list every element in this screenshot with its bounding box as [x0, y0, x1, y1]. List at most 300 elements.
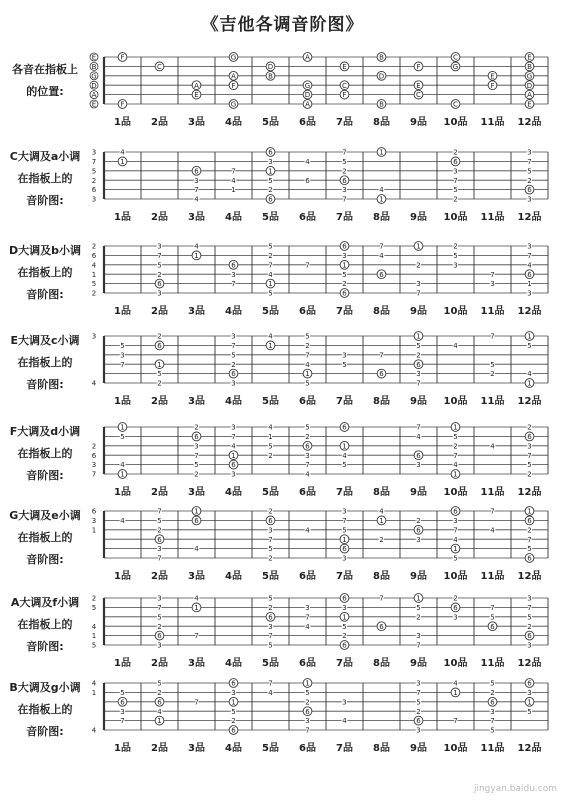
- open-string-note: G: [91, 72, 97, 81]
- scale-note: 1: [157, 717, 162, 726]
- scale-note: 7: [490, 270, 495, 279]
- scale-note: 1: [231, 451, 236, 460]
- open-string-note: 1: [91, 632, 97, 641]
- fret-number-label: 7品: [336, 396, 353, 407]
- scale-note: 6: [490, 622, 495, 631]
- scale-note: 4: [268, 423, 273, 432]
- scale-note: 7: [268, 632, 273, 641]
- scale-note: 5: [157, 370, 162, 379]
- scale-note: 3: [231, 689, 236, 697]
- scale-note: 6: [379, 622, 384, 631]
- fret-number-label: 5品: [262, 117, 279, 128]
- scale-note: 5: [527, 342, 532, 350]
- scale-note: 1: [416, 332, 421, 341]
- fret-number-label: 8品: [373, 487, 390, 498]
- fret-number-label: 8品: [373, 212, 390, 223]
- scale-note: 3: [231, 423, 236, 432]
- scale-note: 7: [120, 717, 125, 726]
- fret-number-label: 6品: [299, 571, 316, 582]
- scale-note: 4: [305, 622, 310, 631]
- scale-note: 7: [194, 451, 199, 460]
- scale-note: 7: [157, 604, 162, 612]
- fret-number-label: 5品: [262, 487, 279, 498]
- scale-note: 6: [194, 433, 199, 441]
- row-label-line: 音阶图:: [26, 640, 64, 653]
- scale-note: 6: [194, 517, 199, 525]
- scale-note: 1: [194, 252, 199, 260]
- row-label-line: G大调及e小调: [9, 509, 81, 522]
- scale-note: 5: [305, 379, 310, 388]
- scale-note: 1: [527, 332, 532, 341]
- fret-number-label: 11品: [480, 743, 505, 754]
- scale-note: 7: [490, 604, 495, 612]
- fret-number-label: 2品: [151, 658, 168, 669]
- row-label-line: D大调及b小调: [8, 244, 81, 257]
- scale-note: 3: [527, 289, 532, 298]
- scale-note: E: [527, 53, 532, 62]
- open-string-note: 2: [91, 442, 97, 451]
- scale-note: 2: [268, 604, 273, 612]
- scale-note: 3: [268, 526, 273, 535]
- open-string-note: 2: [91, 594, 97, 603]
- scale-note: 2: [416, 517, 421, 525]
- scale-note: 2: [416, 351, 421, 360]
- scale-note: 5: [268, 176, 273, 185]
- open-string-note: 7: [91, 470, 97, 479]
- scale-note: C: [157, 63, 162, 71]
- fret-number-label: 9品: [410, 487, 427, 498]
- scale-note: 6: [416, 717, 421, 726]
- scale-note: 3: [453, 517, 458, 525]
- scale-note: 4: [342, 717, 347, 726]
- scale-note: C: [453, 53, 458, 62]
- scale-note: 6: [527, 270, 532, 279]
- scale-note: 4: [120, 517, 125, 525]
- scale-note: 3: [268, 622, 273, 631]
- scale-note: 6: [342, 289, 347, 298]
- scale-note: 6: [231, 679, 236, 688]
- fret-number-label: 8品: [373, 571, 390, 582]
- scale-note: 5: [416, 698, 421, 707]
- scale-note: 3: [342, 507, 347, 516]
- scale-note: 5: [342, 461, 347, 470]
- scale-note: 5: [527, 545, 532, 554]
- scale-note: 7: [453, 526, 458, 535]
- fret-number-label: 12品: [517, 743, 542, 754]
- scale-note: 4: [157, 707, 162, 716]
- row-label-line: 在指板上的: [17, 266, 73, 279]
- open-string-note: 3: [91, 195, 97, 204]
- scale-note: 2: [231, 717, 236, 726]
- scale-note: 1: [527, 280, 532, 289]
- scale-note: 6: [268, 148, 273, 157]
- scale-note: 5: [305, 332, 310, 341]
- fret-number-label: 3品: [188, 658, 205, 669]
- fret-number-label: 10品: [443, 743, 468, 754]
- fret-number-label: 6品: [299, 306, 316, 317]
- scale-note: 5: [453, 554, 458, 563]
- scale-note: 7: [157, 554, 162, 563]
- scale-note: 7: [231, 167, 236, 176]
- scale-note: 6: [342, 423, 347, 432]
- fret-number-label: 9品: [410, 396, 427, 407]
- scale-note: 2: [157, 622, 162, 631]
- fret-number-label: 5品: [262, 571, 279, 582]
- scale-note: 2: [305, 698, 310, 707]
- fret-number-label: 4品: [225, 743, 242, 754]
- fret-number-label: 9品: [410, 117, 427, 128]
- scale-note: 4: [416, 433, 421, 441]
- scale-note: 5: [527, 707, 532, 716]
- scale-note: 4: [305, 360, 310, 369]
- row-label-line: 在指板上的: [17, 703, 73, 716]
- fret-number-label: 7品: [336, 743, 353, 754]
- fret-number-label: 1品: [114, 396, 131, 407]
- scale-note: 6: [527, 517, 532, 525]
- scale-note: 2: [527, 470, 532, 479]
- open-string-note: 5: [91, 280, 97, 289]
- fret-number-label: 12品: [517, 396, 542, 407]
- scale-note: 6: [231, 461, 236, 470]
- scale-note: B: [527, 63, 532, 71]
- fret-number-label: 12品: [517, 117, 542, 128]
- scale-note: 3: [120, 351, 125, 360]
- scale-note: 5: [157, 261, 162, 270]
- scale-note: 3: [231, 470, 236, 479]
- fret-number-label: 3品: [188, 306, 205, 317]
- scale-note: 5: [490, 726, 495, 735]
- fret-number-label: 12品: [517, 571, 542, 582]
- fret-number-label: 8品: [373, 658, 390, 669]
- scale-note: 7: [305, 351, 310, 360]
- scale-note: 4: [194, 242, 199, 251]
- scale-note: 6: [157, 280, 162, 289]
- scale-note: 4: [268, 270, 273, 279]
- fret-number-label: 3品: [188, 117, 205, 128]
- scale-note: B: [379, 100, 384, 109]
- scale-note: 5: [490, 679, 495, 688]
- scale-note: 1: [120, 158, 125, 166]
- scale-note: 2: [157, 332, 162, 341]
- scale-note: F: [231, 81, 236, 90]
- open-string-note: 1: [91, 270, 97, 279]
- fret-number-label: 5品: [262, 743, 279, 754]
- scale-note: 5: [120, 689, 125, 697]
- scale-note: F: [416, 63, 421, 71]
- open-string-note: 2: [91, 176, 97, 185]
- open-string-note: 5: [91, 641, 97, 650]
- fret-number-label: 6品: [299, 743, 316, 754]
- scale-note: 3: [527, 689, 532, 697]
- scale-note: 5: [268, 242, 273, 251]
- scale-note: 3: [268, 158, 273, 166]
- scale-note: 5: [268, 442, 273, 451]
- scale-note: 3: [527, 148, 532, 157]
- scale-note: 2: [490, 689, 495, 697]
- fret-number-label: 3品: [188, 743, 205, 754]
- row-label-line: 音阶图:: [26, 288, 64, 301]
- scale-note: 5: [268, 594, 273, 603]
- scale-note: 2: [305, 433, 310, 441]
- scale-note: 7: [453, 717, 458, 726]
- open-string-note: 1: [91, 689, 97, 697]
- scale-note: 4: [120, 148, 125, 157]
- scale-note: 6: [342, 545, 347, 554]
- fret-number-label: 6品: [299, 212, 316, 223]
- scale-note: 5: [305, 423, 310, 432]
- fret-number-label: 11品: [480, 117, 505, 128]
- scale-note: E: [416, 81, 421, 90]
- fret-number-label: 9品: [410, 658, 427, 669]
- row-label-line: 音阶图:: [26, 469, 64, 482]
- scale-note: 7: [379, 242, 384, 251]
- scale-note: E: [342, 63, 347, 71]
- scale-note: 5: [157, 679, 162, 688]
- scale-note: 7: [453, 451, 458, 460]
- scale-note: 5: [416, 342, 421, 350]
- fret-number-label: 8品: [373, 117, 390, 128]
- scale-note: 6: [527, 433, 532, 441]
- scale-note: 1: [342, 261, 347, 270]
- scale-note: 1: [157, 360, 162, 369]
- scale-note: 2: [342, 632, 347, 641]
- scale-note: 7: [194, 186, 199, 195]
- fret-number-label: 7品: [336, 117, 353, 128]
- scale-note: 4: [231, 442, 236, 451]
- open-string-note: A: [91, 91, 97, 100]
- open-string-note: 4: [91, 261, 97, 270]
- fret-number-label: 6品: [299, 117, 316, 128]
- scale-note: 1: [379, 195, 384, 204]
- scale-note: 4: [379, 186, 384, 195]
- scale-note: G: [452, 63, 459, 71]
- scale-note: 7: [527, 604, 532, 612]
- fret-number-label: 2品: [151, 306, 168, 317]
- scale-note: 3: [416, 461, 421, 470]
- fret-number-label: 1品: [114, 212, 131, 223]
- fret-number-label: 11品: [480, 487, 505, 498]
- fret-number-label: 5品: [262, 212, 279, 223]
- scale-note: 2: [527, 423, 532, 432]
- fret-number-label: 3品: [188, 487, 205, 498]
- scale-note: 2: [194, 423, 199, 432]
- scale-note: 6: [342, 594, 347, 603]
- fret-number-label: 4品: [225, 571, 242, 582]
- scale-note: 3: [453, 613, 458, 622]
- scale-note: 6: [268, 613, 273, 622]
- scale-note: 3: [453, 167, 458, 176]
- open-string-note: 4: [91, 379, 97, 388]
- fret-number-label: 10品: [443, 117, 468, 128]
- scale-note: 2: [527, 176, 532, 185]
- open-string-note: 4: [91, 622, 97, 631]
- scale-note: 6: [416, 360, 421, 369]
- scale-note: 2: [157, 270, 162, 279]
- scale-note: 1: [305, 679, 310, 688]
- row-label-line: 音阶图:: [26, 378, 64, 391]
- scale-note: 5: [120, 342, 125, 350]
- fret-number-label: 12品: [517, 306, 542, 317]
- scale-note: 3: [342, 351, 347, 360]
- open-string-note: 4: [91, 679, 97, 688]
- row-label-line: 在指板上的: [17, 531, 73, 544]
- scale-note: 7: [305, 613, 310, 622]
- fret-number-label: 6品: [299, 487, 316, 498]
- scale-note: 5: [416, 604, 421, 612]
- scale-note: 4: [490, 526, 495, 535]
- scale-note: 7: [416, 641, 421, 650]
- scale-note: 5: [305, 689, 310, 697]
- scale-note: 5: [527, 461, 532, 470]
- open-string-note: 5: [91, 167, 97, 176]
- scale-note: 6: [157, 535, 162, 544]
- scale-note: 6: [527, 632, 532, 641]
- scale-note: 2: [527, 526, 532, 535]
- open-string-note: 1: [91, 526, 97, 535]
- scale-note: 1: [194, 604, 199, 612]
- scale-note: 7: [342, 195, 347, 204]
- fret-number-label: 4品: [225, 117, 242, 128]
- scale-note: 7: [416, 689, 421, 697]
- row-label-line: 的位置:: [26, 85, 64, 98]
- fret-number-label: 5品: [262, 396, 279, 407]
- scale-note: 3: [305, 717, 310, 726]
- scale-note: D: [378, 72, 385, 81]
- scale-note: 5: [157, 613, 162, 622]
- scale-note: 1: [453, 423, 458, 432]
- scale-note: 1: [268, 167, 273, 176]
- scale-note: 5: [231, 351, 236, 360]
- open-string-note: 4: [91, 726, 97, 735]
- scale-note: E: [490, 72, 495, 81]
- open-string-note: B: [91, 63, 97, 71]
- scale-note: 4: [231, 176, 236, 185]
- scale-note: 5: [342, 270, 347, 279]
- scale-note: 4: [305, 526, 310, 535]
- open-string-note: 3: [91, 148, 97, 157]
- scale-note: 7: [157, 507, 162, 516]
- scale-note: 1: [120, 470, 125, 479]
- row-label-line: 在指板上的: [17, 447, 73, 460]
- scale-note: 6: [231, 370, 236, 379]
- scale-note: B: [268, 72, 273, 81]
- fret-number-label: 6品: [299, 658, 316, 669]
- scale-note: 4: [490, 442, 495, 451]
- scale-note: 2: [342, 280, 347, 289]
- scale-note: 5: [342, 526, 347, 535]
- scale-note: F: [490, 81, 495, 90]
- fret-number-label: 3品: [188, 571, 205, 582]
- open-string-note: 3: [91, 332, 97, 341]
- scale-note: D: [267, 63, 274, 71]
- scale-note: 6: [157, 632, 162, 641]
- fret-number-label: 10品: [443, 212, 468, 223]
- scale-note: 7: [268, 679, 273, 688]
- scale-note: 6: [527, 186, 532, 195]
- scale-note: 1: [527, 379, 532, 388]
- fret-number-label: 10品: [443, 571, 468, 582]
- scale-note: 2: [342, 167, 347, 176]
- scale-note: 1: [527, 698, 532, 707]
- scale-note: 4: [453, 342, 458, 350]
- fret-number-label: 1品: [114, 117, 131, 128]
- scale-note: 2: [453, 442, 458, 451]
- scale-note: 3: [416, 370, 421, 379]
- scale-note: 1: [342, 442, 347, 451]
- fret-number-label: 4品: [225, 658, 242, 669]
- scale-note: 2: [268, 186, 273, 195]
- fret-number-label: 11品: [480, 306, 505, 317]
- scale-note: 1: [379, 148, 384, 157]
- open-string-note: 6: [91, 252, 97, 260]
- scale-note: 1: [527, 507, 532, 516]
- scale-note: 5: [453, 252, 458, 260]
- scale-note: 2: [416, 261, 421, 270]
- scale-note: 4: [527, 261, 532, 270]
- scale-note: 3: [416, 280, 421, 289]
- fret-number-label: 9品: [410, 306, 427, 317]
- scale-note: 1: [453, 470, 458, 479]
- scale-note: 2: [305, 342, 310, 350]
- fret-number-label: 2品: [151, 396, 168, 407]
- scale-note: 6: [527, 679, 532, 688]
- scale-note: A: [231, 72, 236, 81]
- open-string-note: 2: [91, 289, 97, 298]
- fret-number-label: 2品: [151, 212, 168, 223]
- scale-note: 1: [416, 594, 421, 603]
- scale-note: 3: [342, 554, 347, 563]
- open-string-note: E: [91, 53, 97, 62]
- scale-note: 7: [305, 726, 310, 735]
- scale-note: A: [305, 53, 310, 62]
- scale-note: 4: [305, 470, 310, 479]
- scale-note: 6: [120, 698, 125, 707]
- scale-note: 6: [342, 242, 347, 251]
- fret-number-label: 11品: [480, 658, 505, 669]
- scale-note: 1: [231, 186, 236, 195]
- open-string-note: 6: [91, 451, 97, 460]
- scale-note: 5: [342, 622, 347, 631]
- scale-note: 3: [527, 594, 532, 603]
- scale-note: 3: [416, 726, 421, 735]
- scale-note: D: [304, 91, 311, 100]
- scale-note: 3: [157, 545, 162, 554]
- scale-note: 2: [527, 622, 532, 631]
- scale-note: 7: [527, 535, 532, 544]
- scale-note: 2: [268, 554, 273, 563]
- scale-note: 5: [453, 186, 458, 195]
- scale-note: 3: [527, 195, 532, 204]
- scale-note: 3: [527, 442, 532, 451]
- fret-number-label: 5品: [262, 306, 279, 317]
- scale-note: 1: [453, 689, 458, 697]
- scale-note: 5: [490, 360, 495, 369]
- open-string-note: D: [91, 81, 97, 90]
- fret-number-label: 5品: [262, 658, 279, 669]
- scale-note: 7: [490, 717, 495, 726]
- scale-note: 7: [231, 433, 236, 441]
- scale-note: 1: [342, 613, 347, 622]
- fret-number-label: 9品: [410, 743, 427, 754]
- scale-note: 4: [268, 689, 273, 697]
- fret-number-label: 2品: [151, 571, 168, 582]
- fret-number-label: 2品: [151, 117, 168, 128]
- scale-note: 3: [194, 442, 199, 451]
- scale-note: 6: [416, 451, 421, 460]
- scale-note: 6: [416, 526, 421, 535]
- scale-note: B: [379, 53, 384, 62]
- scale-note: 1: [120, 423, 125, 432]
